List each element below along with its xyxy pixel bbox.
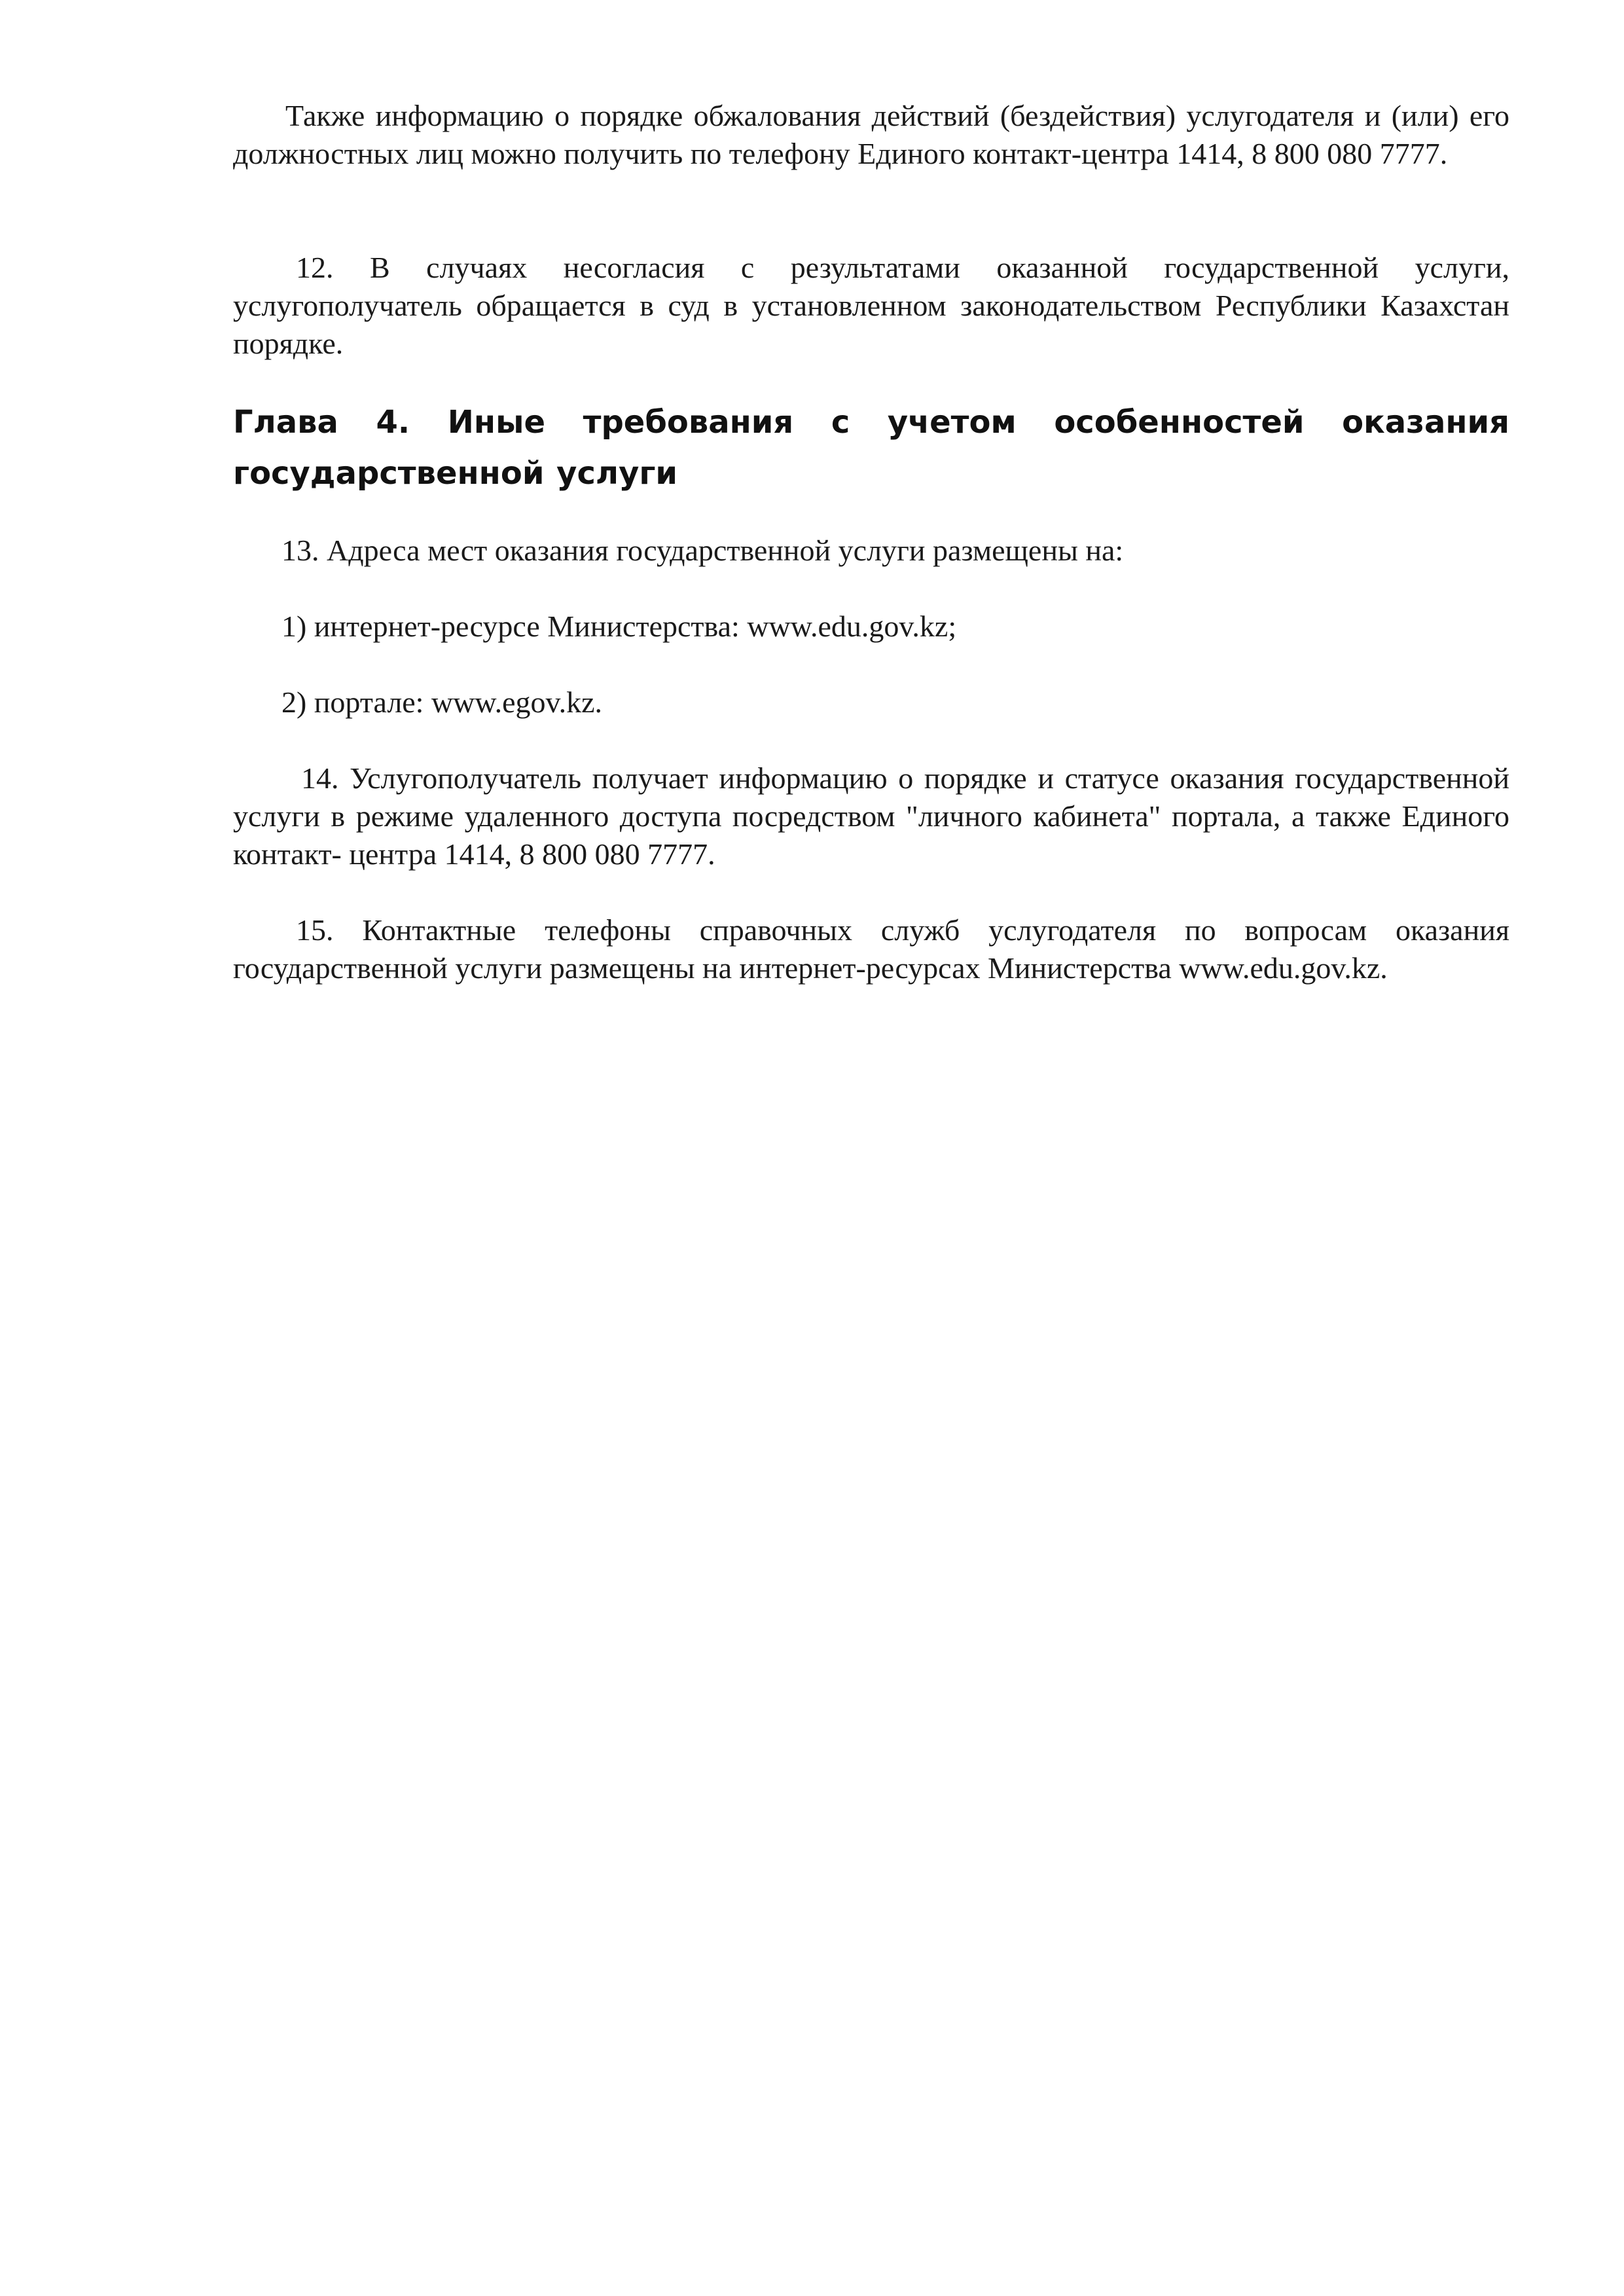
paragraph-12: 12. В случаях несогласия с результатами оказанной государственной услуги, услугополучатель обращается в суд в установленном законодательством Республики Казахстан порядке.	[233, 251, 1509, 360]
paragraph-14: 14. Услугополучатель получает информацию о порядке и статусе оказания государственной услуги в режиме удаленного доступа посредством "личного кабинета" портала, а также Единого контакт- центра 1414, 8 800 080 7777.	[233, 761, 1509, 871]
paragraph-13-intro: 13. Адреса мест оказания государственной услуги размещены на:	[281, 534, 1124, 567]
appeal-info-paragraph: Также информацию о порядке обжалования действий (бездействия) услугодателя и (или) его должностных лиц можно получить по телефону Единого контакт-центра 1414, 8 800 080 7777.	[233, 99, 1509, 170]
paragraph-13-item-1: 1) интернет-ресурсе Министерства: www.edu.gov.kz;	[281, 610, 957, 643]
paragraph-15: 15. Контактные телефоны справочных служб услугодателя по вопросам оказания государственной услуги размещены на интернет-ресурсах Министерства www.edu.gov.kz.	[233, 913, 1509, 985]
paragraph-13-item-2: 2) портале: www.egov.kz.	[281, 685, 602, 719]
chapter-4-heading: Глава 4. Иные требования с учетом особенностей оказания государственной услуги	[233, 404, 1509, 492]
